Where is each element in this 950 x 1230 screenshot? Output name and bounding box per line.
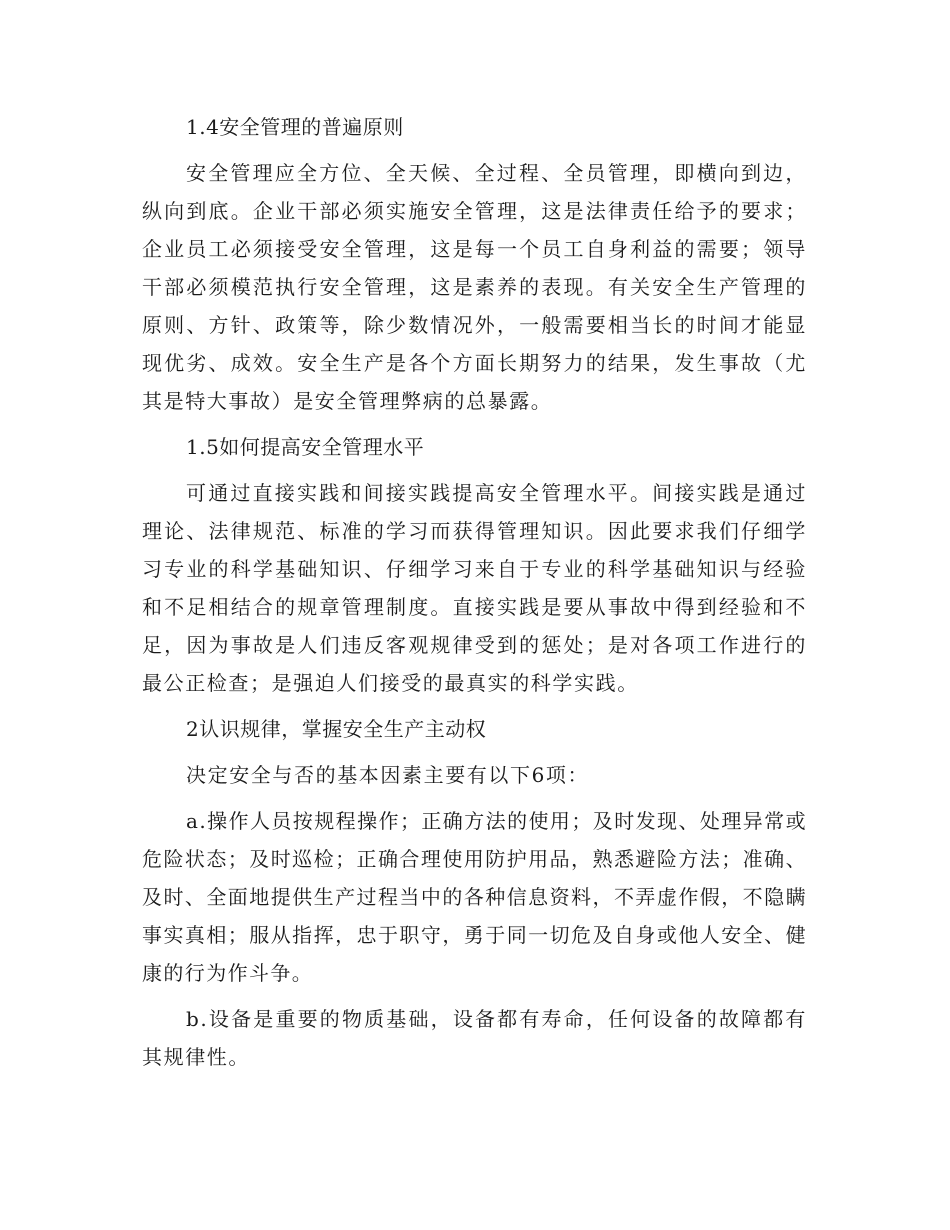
section-heading-2: 2认识规律，掌握安全生产主动权 — [186, 717, 487, 741]
section-heading-1-4: 1.4安全管理的普遍原则 — [186, 115, 404, 139]
paragraph-safety-principles: 安全管理应全方位、全天候、全过程、全员管理，即横向到边，纵向到底。企业干部必须实施安全管理，这是法律责任给予的要求；企业员工必须接受安全管理，这是每一个员工自身利益的需要；领导干部必须模范执行安全管理，这是素养的表现。有关安全生产管理的原则、方针、政策等，除少数情况外，一般需要相当长的时间才能显现优劣、成效。安全生产是各个方面长期努力的结果，发生事故（尤其是特大事故）是安全管理弊病的总暴露。 — [142, 161, 807, 413]
paragraph-item-b: b.设备是重要的物质基础，设备都有寿命，任何设备的故障都有其规律性。 — [142, 1007, 807, 1069]
section-heading-1-5: 1.5如何提高安全管理水平 — [186, 435, 425, 459]
paragraph-improve-management: 可通过直接实践和间接实践提高安全管理水平。间接实践是通过理论、法律规范、标准的学习而获得管理知识。因此要求我们仔细学习专业的科学基础知识、仔细学习来自于专业的科学基础知识与经验和不足相结合的规章管理制度。直接实践是要从事故中得到经验和不足，因为事故是人们违反客观规律受到的惩处；是对各项工作进行的最公正检查；是强迫人们接受的最真实的科学实践。 — [142, 481, 807, 695]
paragraph-basic-factors-intro: 决定安全与否的基本因素主要有以下6项： — [186, 763, 590, 787]
document-page — [142, 108, 807, 1084]
paragraph-item-a: a.操作人员按规程操作；正确方法的使用；及时发现、处理异常或危险状态；及时巡检；正确合理使用防护用品，熟悉避险方法；准确、及时、全面地提供生产过程当中的各种信息资料，不弄虚作假，不隐瞒事实真相；服从指挥，忠于职守，勇于同一切危及自身或他人安全、健康的行为作斗争。 — [142, 809, 807, 985]
